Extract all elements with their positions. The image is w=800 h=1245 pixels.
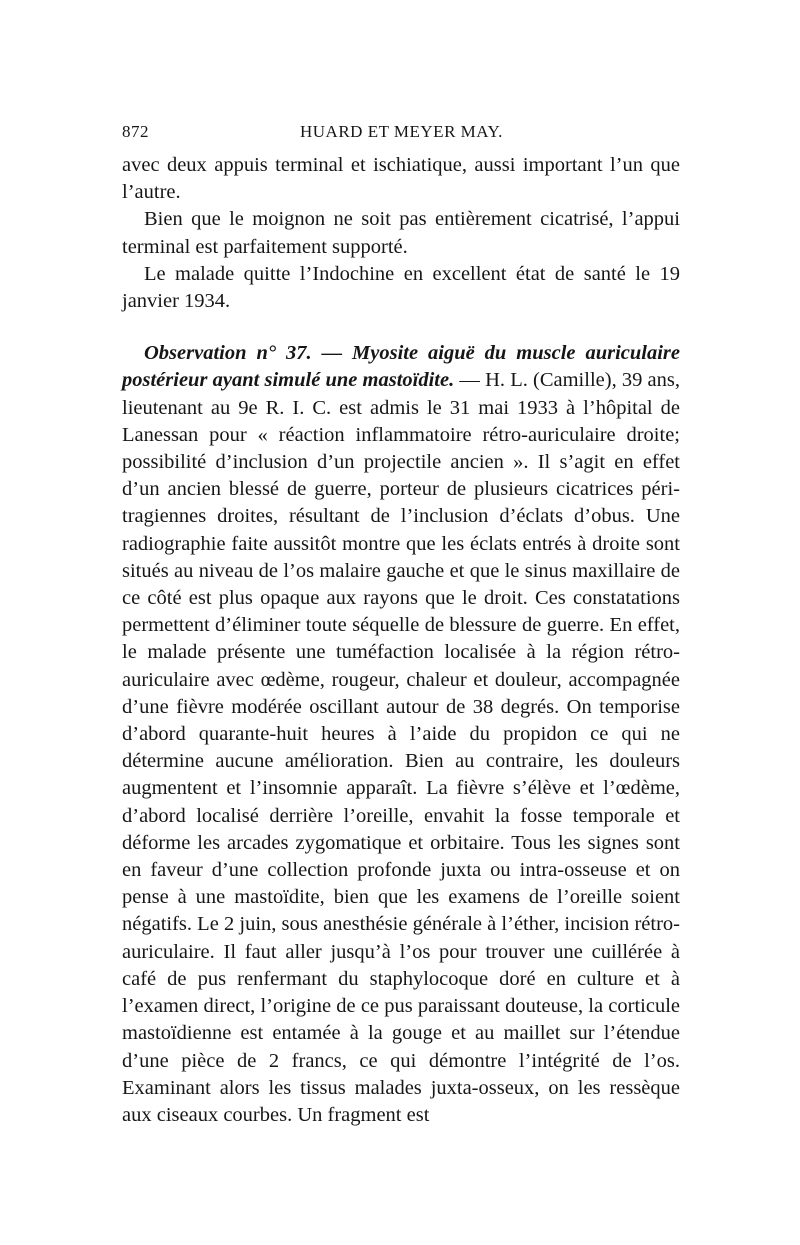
paragraph-discharge: Le malade quitte l’Indochine en excellent état de santé le 19 janvier 1934. [122, 262, 680, 313]
observation-body: — H. L. (Camille), 39 ans, lieutenant au 9e R. I. C. est admis le 31 mai 1933 à l’hôpital de Lanessan pour « réaction inflammatoire rétro-auriculaire droite; possibilité d’inclusion d’un projectile ancien ». Il s’agit en effet d’un ancien blessé de guerre, porteur de plusieurs cicatrices péri-tragiennes droites, résultant de l’inclusion d’éclats d’obus. Une radiographie faite aussitôt montre que les éclats entrés à droite sont situés au niveau de l’os malaire gauche et que le sinus maxillaire de ce côté est plus opaque aux rayons que le droit. Ces constatations permettent d’éliminer toute séquelle de blessure de guerre. En effet, le malade présente une tuméfaction localisée à la région rétro-auriculaire avec œdème, rougeur, chaleur et douleur, accompagnée d’une fièvre modérée oscillant autour de 38 degrés. On temporise d’abord quarante-huit heures à l’aide du propidon ce qui ne détermine aucune amélioration. Bien au contraire, les douleurs augmentent et l’insomnie apparaît. La fièvre s’élève et l’œdème, d’abord localisé derrière l’oreille, envahit la fosse temporale et déforme les arcades zygomatique et orbitaire. Tous les signes sont en faveur d’une collection profonde juxta ou intra-osseuse et on pense à une mastoïdite, bien que les examens de l’oreille soient négatifs. Le 2 juin, sous anesthésie générale à l’éther, incision rétro-auriculaire. Il faut aller jusqu’à l’os pour trouver une cuillérée à café de pus renfermant du staphylocoque doré en culture et à l’examen direct, l’origine de ce pus paraissant douteuse, la corticule mastoïdienne est entamée à la gouge et au maillet sur l’étendue d’une pièce de 2 francs, ce qui démontre l’intégrité de l’os. Examinant alors les tissus malades juxta-osseux, on les ressèque aux ciseaux courbes. Un fragment est [122, 369, 681, 1126]
observation-heading: Observation n° 37. — Myosite aiguë du muscle auriculaire postérieur ayant simulé une mastoïdite. [122, 342, 680, 392]
running-head: HUARD ET MEYER MAY. [300, 122, 503, 141]
document-page [122, 118, 680, 1129]
page-number: 872 [122, 122, 149, 141]
observation-paragraph [122, 340, 680, 1129]
paragraph-continuation: avec deux appuis terminal et ischiatique, aussi important l’un que l’autre. [122, 154, 680, 204]
page-header [122, 118, 680, 152]
paragraph-stump-support: Bien que le moignon ne soit pas entièrement cicatrisé, l’appui terminal est parfaitement supporté. [122, 208, 680, 258]
body-text [122, 152, 680, 1129]
